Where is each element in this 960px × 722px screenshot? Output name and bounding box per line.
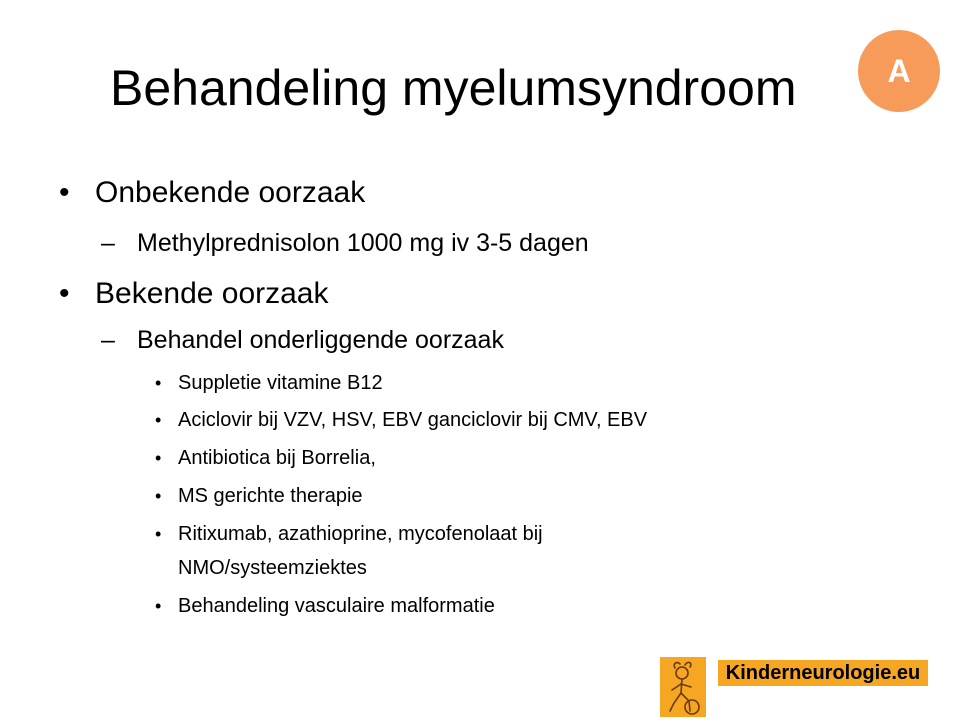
list-item-text: Behandel onderliggende oorzaak <box>137 326 504 354</box>
list-item-text: NMO/systeemziektes <box>178 557 367 579</box>
list-item-text: Suppletie vitamine B12 <box>178 372 383 394</box>
list-item-text: Ritixumab, azathioprine, mycofenolaat bij <box>178 523 543 545</box>
dash-icon: – <box>101 229 115 257</box>
list-item-text: Methylprednisolon 1000 mg iv 3-5 dagen <box>137 229 589 257</box>
bullet-icon: • <box>155 486 162 506</box>
list-item-text: MS gerichte therapie <box>178 485 363 507</box>
list-item-heading: Bekende oorzaak <box>95 277 329 310</box>
dash-icon: – <box>101 326 115 354</box>
bullet-icon: • <box>155 410 162 430</box>
list-item-text: Behandeling vasculaire malformatie <box>178 595 495 617</box>
section-badge: A <box>858 30 940 112</box>
bullet-icon: • <box>155 373 162 393</box>
bullet-icon: • <box>59 277 70 310</box>
bullet-icon: • <box>59 176 70 209</box>
child-figure-icon <box>660 657 706 717</box>
list-item-heading: Onbekende oorzaak <box>95 176 366 209</box>
logo-text: Kinderneurologie.eu <box>718 660 928 686</box>
bullet-icon: • <box>155 524 162 544</box>
kinderneurologie-logo <box>660 657 928 717</box>
list-item-text: Aciclovir bij VZV, HSV, EBV ganciclovir bij CMV, EBV <box>178 409 648 431</box>
slide-title: Behandeling myelumsyndroom <box>110 60 797 116</box>
bullet-icon: • <box>155 448 162 468</box>
list-item-text: Antibiotica bij Borrelia, <box>178 447 376 469</box>
bullet-icon: • <box>155 596 162 616</box>
